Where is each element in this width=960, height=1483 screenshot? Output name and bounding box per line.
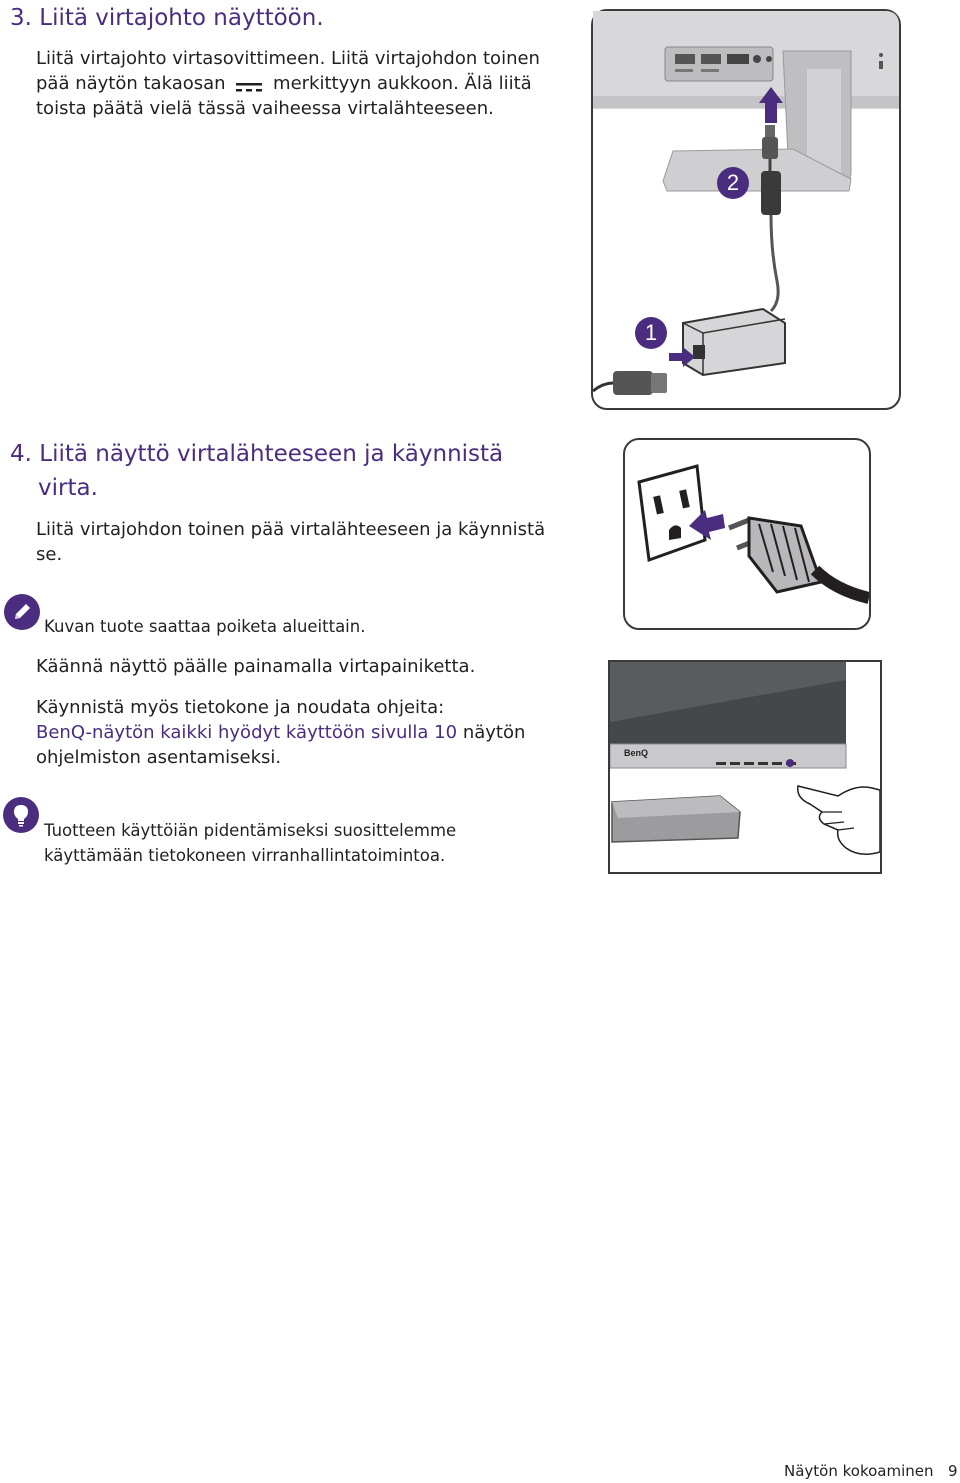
callout-1: 1 [644, 320, 658, 345]
footer-section: Näytön kokoaminen [784, 1462, 934, 1480]
page-number: 9 [948, 1462, 958, 1480]
callout-2: 2 [726, 170, 740, 195]
step3-line2b: merkittyyn aukkoon. Älä liitä [273, 73, 532, 94]
computer-line2 [36, 720, 596, 745]
tip-line1: Tuotteen käyttöiän pidentämiseksi suosittelemme [44, 821, 457, 840]
step4-text-line1: Liitä virtajohdon toinen pää virtalähteeseen ja käynnistä [36, 519, 546, 540]
step4-heading [10, 437, 503, 505]
link-tail: näytön [457, 722, 526, 743]
lightbulb-icon [3, 797, 39, 833]
step3-line3: toista päätä vielä tässä vaiheessa virtalähteeseen. [36, 98, 494, 119]
computer-line1: Käynnistä myös tietokone ja noudata ohjeita: [36, 697, 445, 718]
monitor-power-button [786, 759, 794, 767]
tip-line2: käyttämään tietokoneen virranhallintatoimintoa. [44, 846, 446, 865]
step3-line2 [36, 71, 576, 96]
step4-heading-line1: 4. Liitä näyttö virtalähteeseen ja käynnistä [10, 441, 504, 467]
step4-text [36, 517, 566, 567]
tip-text [44, 818, 456, 868]
step3-line1: Liitä virtajohto virtasovittimeen. Liitä virtajohdon toinen [36, 48, 540, 69]
step3-text [36, 46, 576, 121]
step4-heading-line2: virta. [38, 475, 98, 501]
power-adapter-illustration [591, 9, 901, 410]
monitor-brand-logo: BenQ [624, 748, 649, 758]
power-on-text: Käännä näyttö päälle painamalla virtapainiketta. [36, 656, 476, 677]
step3-line2a: pää näytön takaosan [36, 73, 226, 94]
pencil-icon [4, 594, 40, 630]
step4-text-line2: se. [36, 544, 63, 565]
computer-line3: ohjelmiston asentamiseksi. [36, 747, 282, 768]
benq-link[interactable]: BenQ-näytön kaikki hyödyt käyttöön sivulla 10 [36, 722, 458, 743]
computer-text [36, 695, 596, 770]
step3-heading: 3. Liitä virtajohto näyttöön. [10, 5, 324, 31]
dc-power-symbol-icon [235, 77, 263, 91]
note-text: Kuvan tuote saattaa poiketa alueittain. [44, 617, 366, 636]
wall-outlet-illustration [623, 438, 871, 630]
monitor-power-illustration [608, 660, 882, 874]
